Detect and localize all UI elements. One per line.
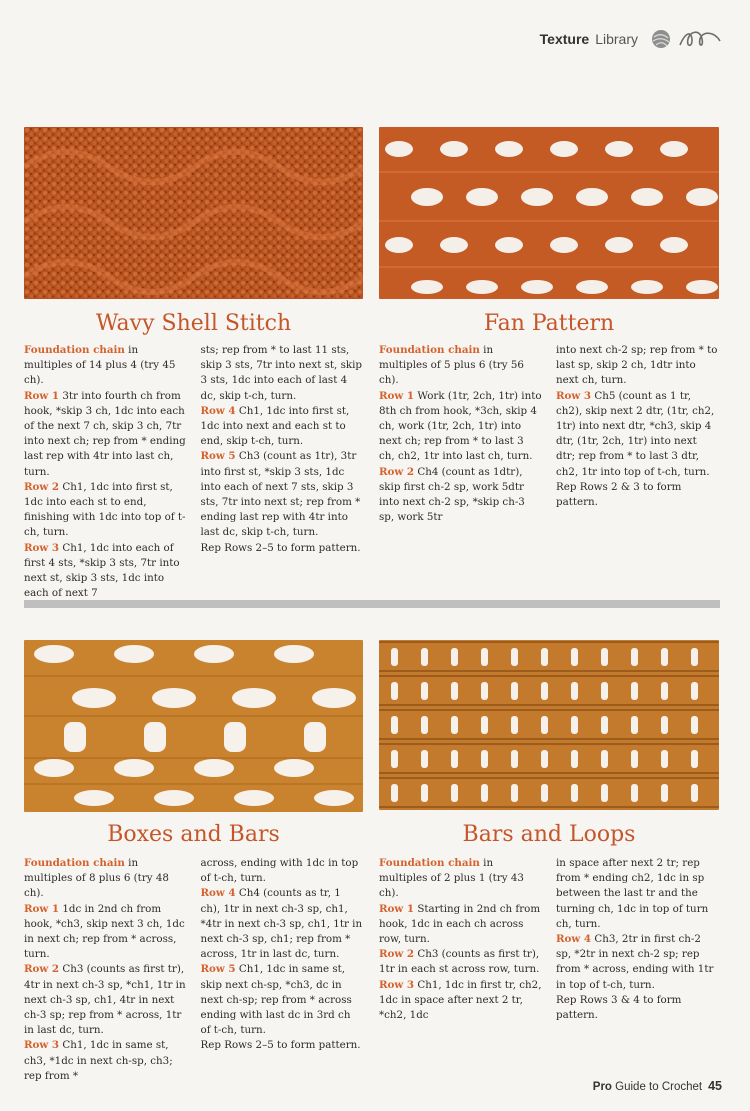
instruction-line	[201, 541, 364, 556]
row-label: Row 2	[24, 963, 60, 976]
wavy-shell-swatch-image	[24, 127, 363, 299]
instruction-text: Ch1, 1dc into first st, 1dc into each st to end, finishing with 1dc into top of t-ch, turn.	[24, 480, 186, 539]
pattern-title: Wavy Shell Stitch	[95, 311, 292, 336]
row-label: Row 2	[24, 480, 60, 493]
instruction-text: Rep Rows 2 & 3 to form pattern.	[556, 480, 682, 509]
instruction-line	[379, 947, 542, 977]
instruction-text: in multiples of 5 plus 6 (try 56 ch).	[379, 344, 524, 387]
instruction-text: in space after next 2 tr; rep from * ending ch2, 1dc in sp between the last tr and the turning ch, 1dc in top of turn ch, turn.	[556, 857, 709, 930]
row-label: Foundation chain	[379, 857, 480, 869]
instruction-line	[556, 993, 719, 1023]
instruction-line	[556, 480, 719, 510]
instruction-line	[379, 902, 542, 948]
row-label: Row 1	[24, 389, 60, 402]
instruction-text: Ch1, 1dc in same st, ch3, *1dc in next ch-sp, ch3; rep from *	[24, 1039, 173, 1082]
instructions-column	[379, 856, 542, 1023]
section-divider	[24, 600, 720, 608]
instruction-text: 3tr into fourth ch from hook, *skip 3 ch, 1dc into each of the next 7 ch, skip 3 ch, 7tr into next ch; rep from * ending last rep with 4tr into last ch, turn.	[24, 389, 186, 478]
row-label: Row 4	[200, 404, 236, 417]
row-label: Row 3	[24, 541, 60, 554]
fan-pattern-swatch-image	[379, 127, 719, 299]
instruction-line	[201, 404, 364, 450]
row-label: Foundation chain	[24, 857, 125, 869]
row-label: Row 4	[200, 887, 236, 900]
instructions-column	[201, 343, 364, 601]
instruction-text: in multiples of 2 plus 1 (try 43 ch).	[379, 857, 524, 900]
instruction-line	[201, 343, 364, 404]
row-label: Foundation chain	[24, 344, 125, 356]
boxes-and-bars-swatch-image	[24, 640, 363, 812]
instruction-text: Ch1, 1dc into first st, 1dc into next and each st to end, skip t-ch, turn.	[200, 404, 350, 448]
instruction-text: Ch4 (counts as tr, 1 ch), 1tr in next ch-3 sp, ch1, *4tr in next ch-3 sp, ch1, 1tr in next ch-3 sp, ch1; rep from * across, 1tr in last dc, turn.	[200, 887, 363, 961]
instruction-text: Ch4 (count as 1dtr), skip first ch-2 sp, work 5dtr into next ch-2 sp, *skip ch-3 sp, work 5tr	[379, 465, 525, 524]
instruction-line	[201, 1038, 364, 1053]
row-label: Foundation chain	[379, 344, 480, 356]
instruction-line	[556, 389, 719, 480]
instruction-line	[24, 902, 187, 963]
instruction-text: Ch5 (count as 1 tr, ch2), skip next 2 dtr, (1tr, ch2, 1tr) into next dtr, *ch3, skip 4 dtr, (1tr, 2ch, 1tr) into next dtr; rep from * to last 3 dtr, ch2, 1tr into top of t-ch, turn.	[556, 389, 715, 478]
instructions-column	[379, 343, 542, 525]
instruction-line	[24, 856, 187, 902]
yarn-ball-icon	[650, 28, 672, 50]
instruction-line	[379, 856, 542, 902]
publication-brand: Pro	[592, 1081, 612, 1093]
instruction-text: in multiples of 8 plus 6 (try 48 ch).	[24, 857, 169, 900]
instruction-line	[379, 343, 542, 389]
row-label: Row 2	[379, 465, 415, 478]
section-title-bold: Texture	[539, 31, 590, 47]
instruction-line	[201, 886, 364, 962]
instruction-line	[24, 962, 187, 1038]
row-label: Row 1	[379, 902, 415, 915]
instructions-column	[201, 856, 364, 1084]
instruction-line	[201, 449, 364, 540]
instruction-text: sts; rep from * to last 11 sts, skip 3 sts, 7tr into next st, skip 3 sts, 1dc into each of last 4 dc, skip t-ch, turn.	[200, 344, 362, 402]
instructions-column	[556, 856, 719, 1023]
instruction-text: Work (1tr, 2ch, 1tr) into 8th ch from hook, *3ch, skip 4 ch, work (1tr, 2ch, 1tr) into next ch; rep from * to last 3 ch, ch2, 1tr into last ch, turn.	[379, 389, 542, 463]
instruction-line	[556, 932, 719, 993]
instruction-text: Rep Rows 3 & 4 to form pattern.	[556, 993, 682, 1022]
instruction-text: 1dc in 2nd ch from hook, *ch3, skip next 3 ch, 1dc in next ch; rep from * across, turn.	[24, 902, 185, 961]
publication-title: Guide to Crochet	[611, 1081, 703, 1093]
instruction-text: Ch3 (counts as first tr), 4tr in next ch-3 sp, *ch1, 1tr in next ch-3 sp, ch1, 4tr in next ch-3 sp; rep from * across, 1tr in last dc, turn.	[24, 963, 186, 1037]
instruction-line	[24, 1038, 187, 1084]
row-label: Row 1	[24, 902, 60, 915]
instruction-text: in multiples of 14 plus 4 (try 45 ch).	[24, 344, 176, 387]
instructions-column	[24, 343, 187, 601]
instruction-line	[201, 856, 364, 886]
instruction-line	[379, 465, 542, 526]
instruction-text: Rep Rows 2–5 to form pattern.	[200, 541, 361, 554]
instruction-line	[24, 541, 187, 602]
section-title-light: Library	[595, 31, 638, 47]
page-footer	[593, 1079, 722, 1093]
pattern-instructions	[24, 343, 363, 601]
instruction-line	[556, 343, 719, 389]
yarn-strand-icon	[678, 27, 722, 51]
row-label: Row 3	[379, 978, 415, 991]
instruction-line	[24, 480, 187, 541]
instruction-text: Ch3 (counts as first tr), 1tr in each st across row, turn.	[379, 948, 540, 976]
instruction-line	[379, 978, 542, 1024]
section-header	[540, 22, 722, 56]
instructions-column	[24, 856, 187, 1084]
pattern-instructions	[379, 856, 719, 1023]
row-label: Row 2	[379, 948, 415, 961]
row-label: Row 3	[556, 389, 592, 402]
pattern-title: Fan Pattern	[483, 311, 615, 336]
instruction-text: into next ch-2 sp; rep from * to last sp, skip 2 ch, 1dtr into next ch, turn.	[556, 344, 718, 387]
instruction-text: Ch1, 1dc in same st, skip next ch-sp, *ch3, dc in next ch-sp; rep from * across ending with last dc in 3rd ch of t-ch, turn.	[200, 963, 352, 1037]
pattern-instructions	[24, 856, 363, 1084]
row-label: Row 3	[24, 1039, 60, 1052]
pattern-title: Boxes and Bars	[107, 822, 280, 847]
instruction-text: Starting in 2nd ch from hook, 1dc in each ch across row, turn.	[379, 902, 541, 946]
pattern-title: Bars and Loops	[462, 822, 636, 847]
instruction-line	[379, 389, 542, 465]
instruction-text: Rep Rows 2–5 to form pattern.	[200, 1039, 361, 1052]
instruction-text: Ch3 (count as 1tr), 3tr into first st, *skip 3 sts, 1dc into each of next 7 sts, skip 3 sts, 7tr into next st; rep from * ending last rep with 4tr into last dc, skip t-ch, turn.	[200, 450, 361, 539]
instruction-line	[24, 389, 187, 480]
row-label: Row 5	[200, 963, 236, 976]
row-label: Row 1	[379, 389, 415, 402]
instruction-text: across, ending with 1dc in top of t-ch, turn.	[200, 857, 359, 885]
instruction-text: Ch1, 1dc in first tr, ch2, 1dc in space after next 2 tr, *ch2, 1dc	[379, 978, 542, 1022]
instruction-line	[24, 343, 187, 389]
page-number: 45	[708, 1079, 722, 1093]
instruction-text: Ch1, 1dc into each of first 4 sts, *skip 3 sts, 7tr into next st, skip 3 sts, 1dc into each of next 7	[24, 541, 180, 600]
instruction-line	[556, 856, 719, 932]
instructions-column	[556, 343, 719, 525]
instruction-text: Ch3, 2tr in first ch-2 sp, *2tr in next ch-2 sp; rep from * across, ending with 1tr in top of t-ch, turn.	[556, 933, 714, 991]
row-label: Row 5	[200, 450, 236, 463]
pattern-instructions	[379, 343, 719, 525]
row-label: Row 4	[556, 933, 592, 946]
bars-and-loops-swatch-image	[379, 640, 719, 810]
instruction-line	[201, 962, 364, 1038]
